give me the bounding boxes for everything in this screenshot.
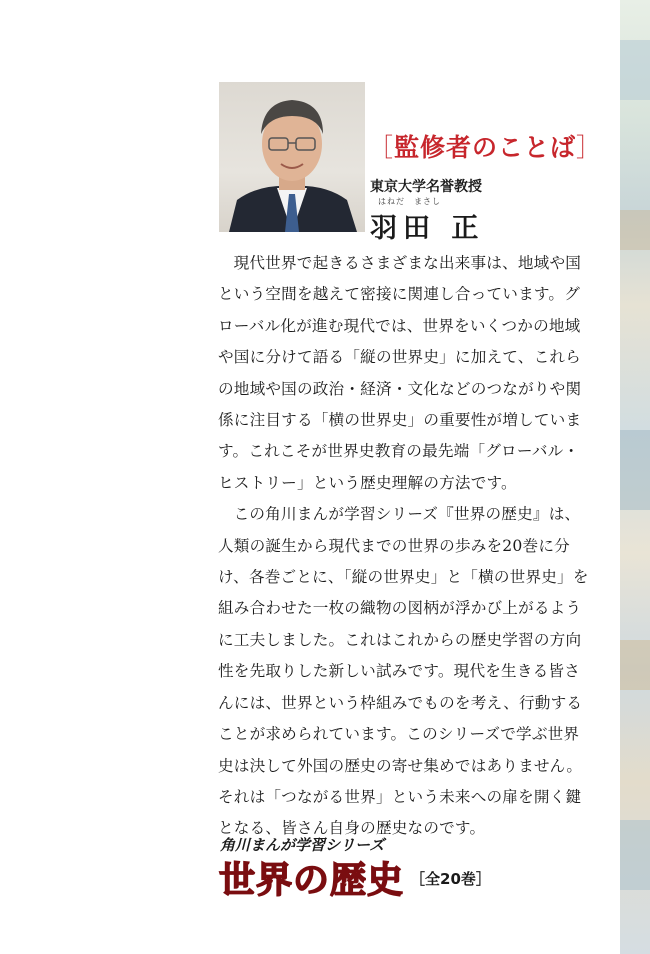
supervisor-portrait	[219, 82, 365, 232]
cover-illustration-strip	[620, 0, 650, 954]
supervisor-name: 羽田 正	[370, 213, 485, 244]
heading-text: 監修者のことば	[394, 133, 577, 162]
volume-count-text: 全20巻	[425, 870, 476, 888]
supervisor-affiliation: 東京大学名誉教授	[370, 179, 482, 195]
message-paragraph-2: この角川まんが学習シリーズ『世界の歴史』は、人類の誕生から現代までの世界の歩みを20巻に分け、各巻ごとに、「縦の世界史」と「横の世界史」を組み合わせた一枚の織物の図柄が浮かび上がるように工夫しました。これはこれからの歴史学習の方向性を先取りした新しい試みです。現代を生きる皆さんには、世界という枠組みでものを考え、行動することが求められています。このシリーズで学ぶ世界史は決して外国の歴史の寄せ集めではありません。それは「つながる世界」という未来への扉を開く鍵となる、皆さん自身の歴史なのです。	[218, 505, 589, 838]
series-name: 角川まんが学習シリーズ	[220, 836, 385, 854]
volume-count: ［全20巻］	[410, 870, 491, 888]
supervisor-message	[218, 248, 590, 845]
section-heading: ［監修者のことば］	[368, 133, 603, 162]
supervisor-name-reading: はねだ まさし	[378, 197, 441, 206]
series-title-logo: 世界の歴史	[219, 860, 405, 901]
message-paragraph-1: 現代世界で起きるさまざまな出来事は、地域や国という空間を越えて密接に関連し合っています。グローバル化が進む現代では、世界をいくつかの地域や国に分けて語る「縦の世界史」に加えて、これらの地域や国の政治・経済・文化などのつながりや関係に注目する「横の世界史」の重要性が増しています。これこそが世界史教育の最先端「グローバル・ヒストリー」という歴史理解の方法です。	[218, 254, 582, 492]
